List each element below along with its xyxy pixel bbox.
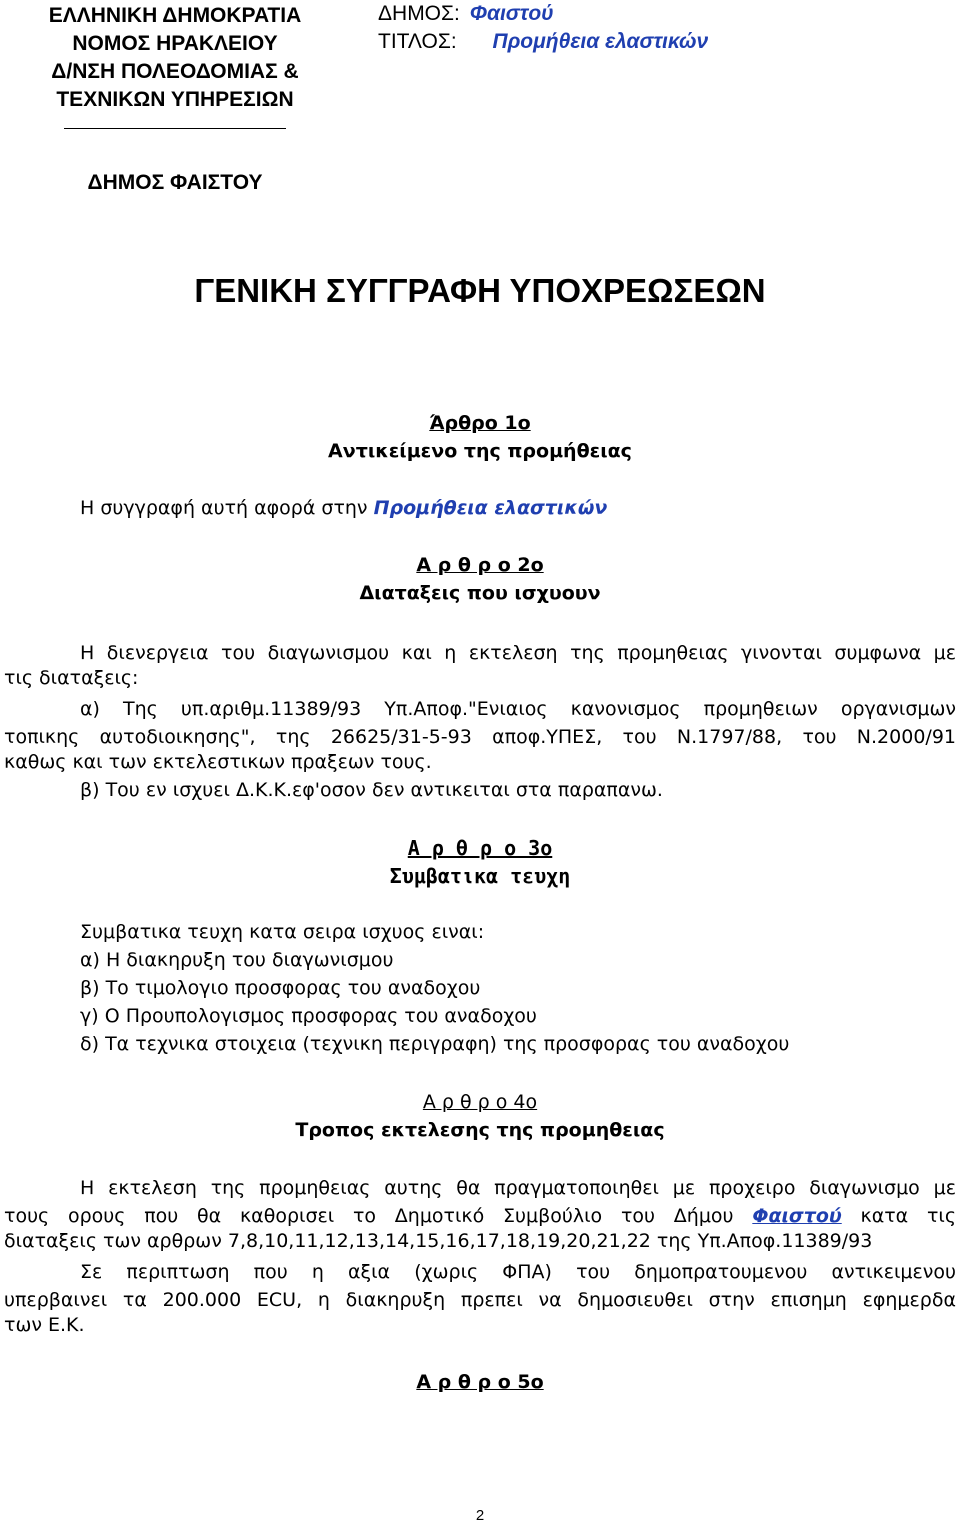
article5-heading: Α ρ θ ρ ο 5ο bbox=[416, 1371, 544, 1393]
article4-line-5: υπερβαινει τα 200.000 ECU, η διακηρυξη πρεπει να δημοσιευθει στην επισημη εφημερδα bbox=[4, 1289, 956, 1311]
dimos-row bbox=[378, 2, 554, 26]
article2-line-5: καθως και των εκτελεστικων πραξεων τους. bbox=[4, 751, 432, 773]
article2-line-3: α) Της υπ.αριθμ.11389/93 Υπ.Αποφ."Ενιαιος κανονισμος προμηθειων οργανισμων bbox=[80, 698, 956, 720]
article2-line-2: τις διαταξεις: bbox=[4, 667, 139, 689]
page-number: 2 bbox=[475, 1507, 485, 1524]
article1-text-prefix: Η συγγραφή αυτή αφορά στην bbox=[80, 497, 374, 519]
article4-line-1: Η εκτελεση της προμηθειας αυτης θα πραγματοποιηθει με προχειρο διαγωνισμο με bbox=[80, 1177, 956, 1199]
article1-heading: Άρθρο 1ο bbox=[429, 412, 531, 434]
issuer-line-4: ΤΕΧΝΙΚΩΝ ΥΠΗΡΕΣΙΩΝ bbox=[56, 88, 294, 111]
article4-subheading: Τροπος εκτελεσης της προμηθειας bbox=[295, 1119, 665, 1141]
article4-line-2-prefix: τους ορους που θα καθορισει το Δημοτικό Συμβούλιο του Δήμου bbox=[4, 1205, 753, 1227]
article1-subheading: Αντικείμενο της προμήθειας bbox=[328, 440, 632, 462]
article3-item-0: Συμβατικα τευχη κατα σειρα ισχυος ειναι: bbox=[80, 921, 485, 943]
issuer-line-1: ΕΛΛΗΝΙΚΗ ΔΗΜΟΚΡΑΤΙΑ bbox=[48, 4, 302, 27]
article1-text bbox=[80, 497, 607, 519]
article3-item-4: δ) Τα τεχνικα στοιχεια (τεχνικη περιγραφη) της προσφορας του αναδοχου bbox=[80, 1033, 790, 1055]
issuer-line-3: Δ/ΝΣΗ ΠΟΛΕΟΔΟΜΙΑΣ & bbox=[51, 60, 299, 83]
titlos-label: ΤΙΤΛΟΣ: bbox=[378, 30, 457, 53]
article4-line-3: διαταξεις των αρθρων 7,8,10,11,12,13,14,15,16,17,18,19,20,21,22 της Υπ.Αποφ.11389/93 bbox=[4, 1230, 873, 1252]
article3-heading: Α ρ θ ρ ο 3ο bbox=[407, 836, 553, 860]
article2-line-4: τοπικης αυτοδιοικησης", της 26625/31-5-93 αποφ.ΥΠΕΣ, του Ν.1797/88, του Ν.2000/91 bbox=[4, 726, 956, 748]
issuer-block bbox=[0, 2, 350, 197]
article3-item-3: γ) Ο Προυπολογισμος προσφορας του αναδοχου bbox=[80, 1005, 537, 1027]
dimos-label: ΔΗΜΟΣ: bbox=[378, 2, 460, 25]
article4-line-2 bbox=[4, 1202, 956, 1230]
article2-line-1: Η διενεργεια του διαγωνισμου και η εκτελεση της προμηθειας γινονται συμφωνα με bbox=[80, 642, 956, 664]
issuer-municipality: ΔΗΜΟΣ ΦΑΙΣΤΟΥ bbox=[87, 171, 263, 194]
article4-line-2-suffix: κατα τις bbox=[841, 1205, 956, 1227]
dimos-value: Φαιστού bbox=[469, 2, 554, 25]
page-title: ΓΕΝΙΚΗ ΣΥΓΓΡΑΦΗ ΥΠΟΧΡΕΩΣΕΩΝ bbox=[194, 272, 766, 309]
article3-item-2: β) Το τιμολογιο προσφορας του αναδοχου bbox=[80, 977, 481, 999]
article2-line-6: β) Του εν ισχυει Δ.Κ.Κ.εφ'οσον δεν αντικειται στα παραπανω. bbox=[80, 779, 663, 801]
titlos-value: Προμήθεια ελαστικών bbox=[492, 30, 709, 53]
article4-heading: Α ρ θ ρ ο 4ο bbox=[422, 1091, 538, 1113]
titlos-row bbox=[378, 30, 708, 54]
article4-line-4: Σε περιπτωση που η αξια (χωρις ΦΠΑ) του δημοπρατουμενου αντικειμενου bbox=[80, 1261, 956, 1283]
article1-text-highlight: Προμήθεια ελαστικών bbox=[373, 497, 608, 519]
article3-item-1: α) Η διακηρυξη του διαγωνισμου bbox=[80, 949, 394, 971]
issuer-line-2: ΝΟΜΟΣ ΗΡΑΚΛΕΙΟΥ bbox=[72, 32, 278, 55]
article4-highlight: Φαιστού bbox=[752, 1205, 842, 1227]
issuer-divider bbox=[64, 128, 286, 157]
article4-line-6: των Ε.Κ. bbox=[4, 1314, 85, 1336]
article2-subheading: Διαταξεις που ισχυουν bbox=[359, 582, 601, 604]
article3-subheading: Συμβατικα τευχη bbox=[389, 864, 571, 888]
article2-heading: Α ρ θ ρ ο 2ο bbox=[416, 554, 544, 576]
